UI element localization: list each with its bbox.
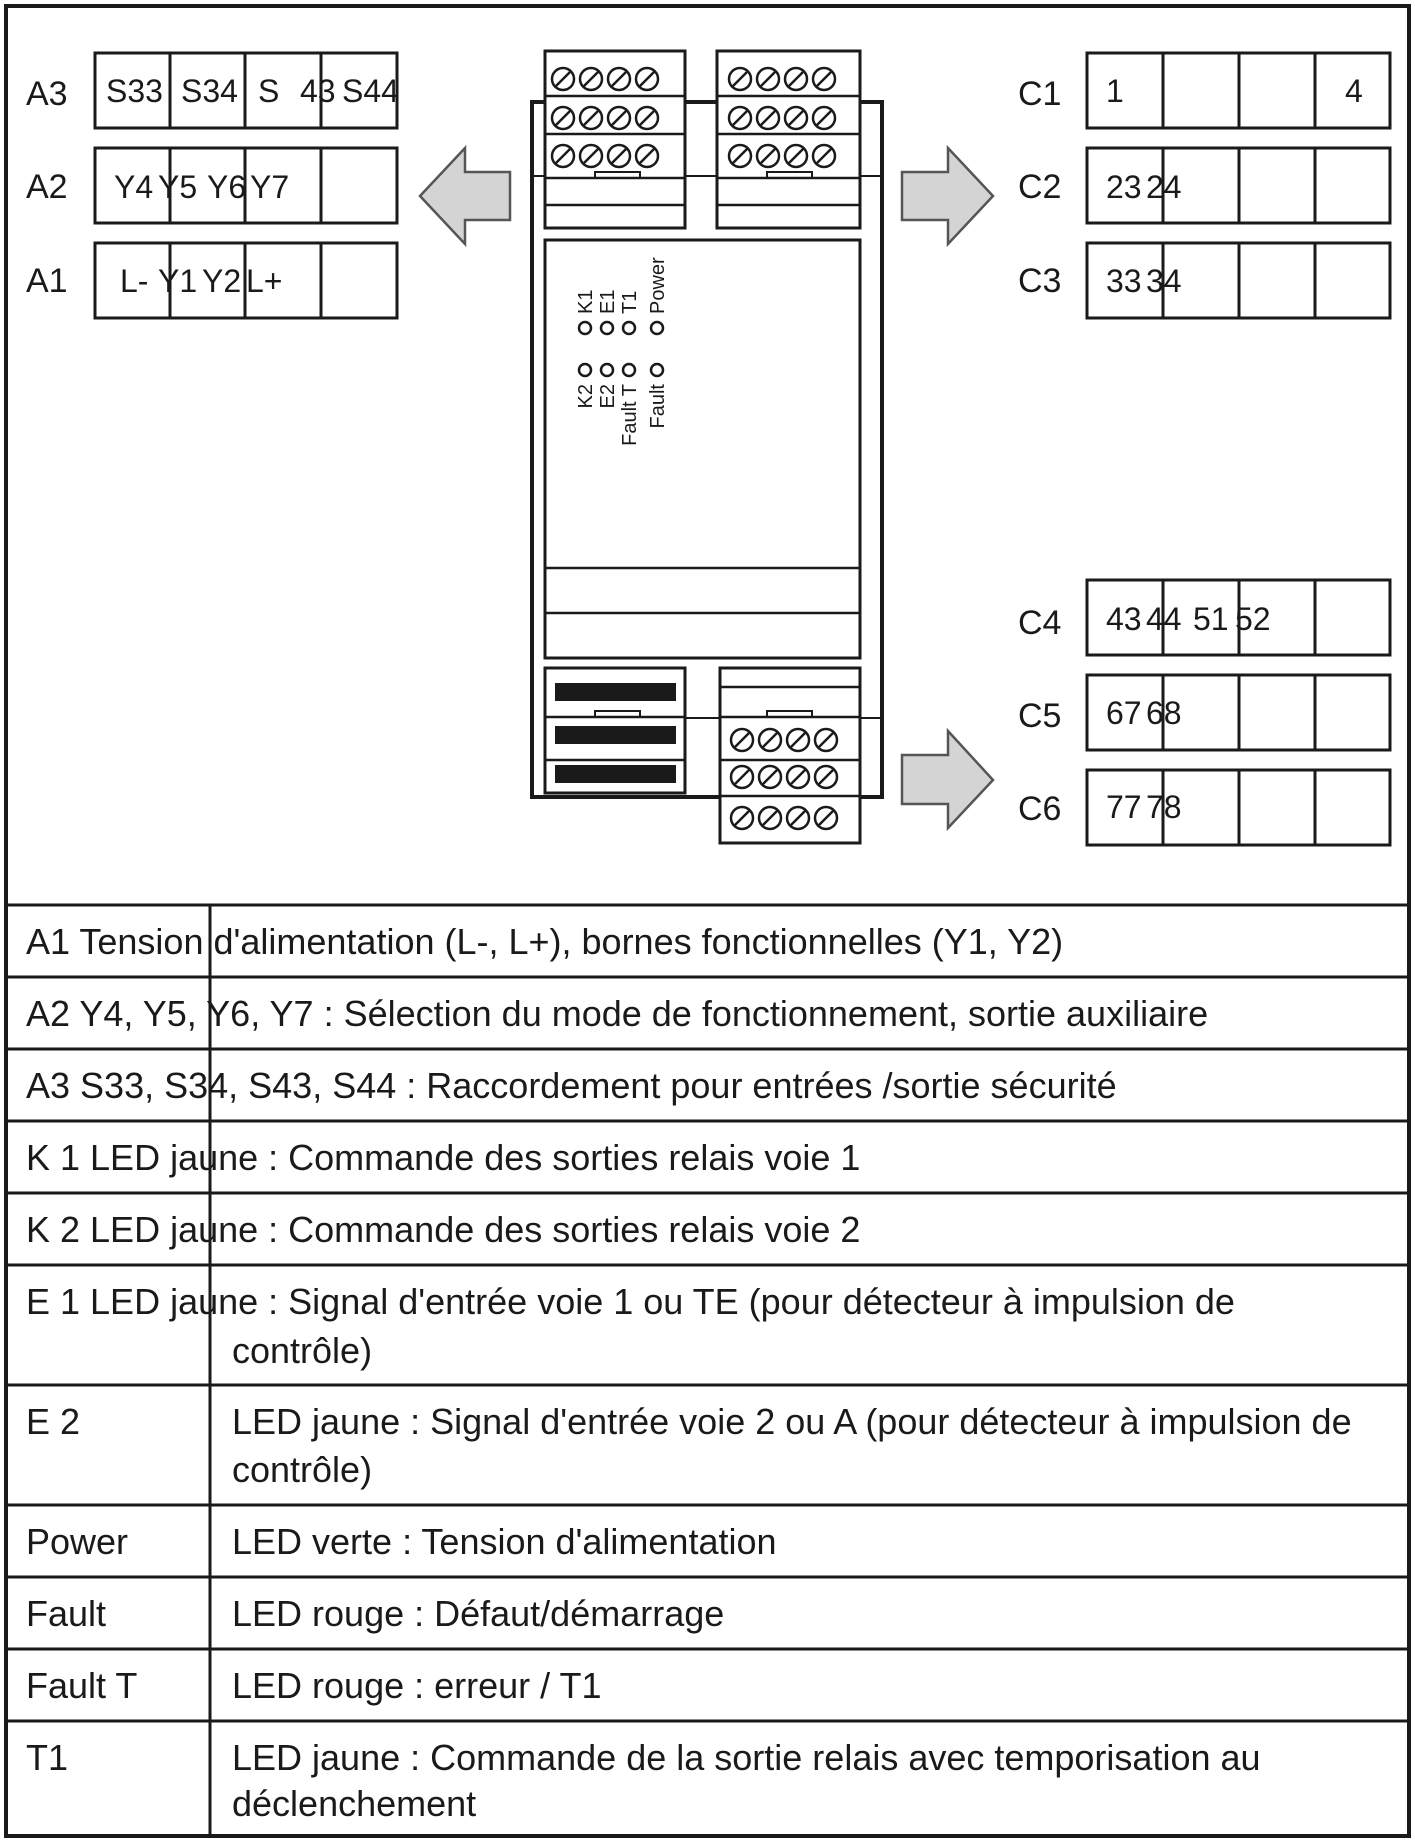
legend-desc-t1: LED jaune : Commande de la sortie relais avec temporisation au (232, 1737, 1261, 1778)
terminal-block-a1 (26, 243, 397, 318)
legend-row-a3: A3 S33, S34, S43, S44 : Raccordement pour entrées /sortie sécurité (26, 1065, 1117, 1106)
legend-desc-e2: LED jaune : Signal d'entrée voie 2 ou A (pour détecteur à impulsion de (232, 1401, 1352, 1442)
terminal-cell: 68 (1146, 695, 1182, 731)
terminal-cell: 78 (1146, 789, 1182, 825)
legend-key-fault-t: Fault T (26, 1665, 138, 1706)
led-label: Fault (647, 384, 669, 429)
terminal-cell: L+ (246, 263, 283, 299)
terminal-cell: S33 (106, 73, 163, 109)
terminal-block-label-a2: A2 (26, 168, 68, 206)
led-fault-icon (651, 364, 663, 376)
led-label: T1 (619, 290, 641, 314)
terminal-block-a3 (26, 53, 399, 128)
led-label: Fault T (619, 384, 641, 446)
terminal-cell: S34 (181, 73, 238, 109)
legend-key-fault: Fault (26, 1593, 107, 1634)
legend-key-e2: E 2 (26, 1401, 81, 1442)
terminal-cell: 1 (1106, 73, 1124, 109)
terminal-cell: 67 (1106, 695, 1142, 731)
terminal-block-c4 (1018, 580, 1390, 655)
terminal-cell: 44 (1146, 601, 1182, 637)
terminal-cell: S (258, 73, 280, 109)
led-k1-icon (579, 322, 591, 334)
terminal-cell: Y7 (250, 169, 290, 205)
terminal-cell: 43 (1106, 601, 1142, 637)
legend-key-power: Power (26, 1521, 129, 1562)
led-label: E1 (597, 289, 619, 314)
led-label: Power (647, 257, 669, 314)
terminal-block-label-a3: A3 (26, 75, 68, 113)
arrow-right-icon (902, 148, 993, 244)
terminal-block-c6 (1018, 770, 1390, 845)
legend-desc-e2-cont: contrôle) (232, 1449, 373, 1490)
legend-desc-fault: LED rouge : Défaut/démarrage (232, 1593, 725, 1634)
terminal-cell: 24 (1146, 169, 1182, 205)
terminal-cell: 52 (1235, 601, 1271, 637)
screw-terminal-block (720, 668, 860, 843)
terminal-cell: 77 (1106, 789, 1142, 825)
terminal-block-label-a1: A1 (26, 262, 68, 300)
terminal-cell: 51 (1193, 601, 1229, 637)
legend-row-a2: A2 Y4, Y5, Y6, Y7 : Sélection du mode de fonctionnement, sortie auxiliaire (26, 993, 1209, 1034)
terminal-block-label-c4: C4 (1018, 604, 1062, 642)
led-k2-icon (579, 364, 591, 376)
legend-desc-fault-t: LED rouge : erreur / T1 (232, 1665, 602, 1706)
legend-table (6, 905, 1409, 1836)
terminal-block-label-c1: C1 (1018, 75, 1062, 113)
terminal-cell: Y5 (158, 169, 198, 205)
screw-terminal-block (717, 51, 860, 228)
legend-key-t1: T1 (26, 1737, 69, 1778)
legend-row-e1-cont: contrôle) (232, 1330, 373, 1371)
legend-row-k1: K 1 LED jaune : Commande des sorties relais voie 1 (26, 1137, 861, 1178)
led-label: K2 (575, 384, 597, 409)
terminal-cell: 33 (1106, 263, 1142, 299)
terminal-cell: L- (120, 263, 149, 299)
relay-module (532, 51, 882, 843)
led-label: K1 (575, 289, 597, 314)
terminal-cell: 43 (300, 73, 336, 109)
terminal-block-c5 (1018, 675, 1390, 750)
terminal-cell: Y6 (207, 169, 247, 205)
legend-desc-power: LED verte : Tension d'alimentation (232, 1521, 777, 1562)
terminal-block-label-c3: C3 (1018, 262, 1062, 300)
led-power-icon (651, 322, 663, 334)
arrow-right-icon (902, 731, 993, 828)
terminal-block-label-c2: C2 (1018, 168, 1062, 206)
terminal-cell: 23 (1106, 169, 1142, 205)
terminal-cell: Y4 (114, 169, 154, 205)
led-e2-icon (601, 364, 613, 376)
terminal-block-c2 (1018, 148, 1390, 223)
terminal-cell: Y2 (202, 263, 242, 299)
terminal-block-label-c6: C6 (1018, 790, 1062, 828)
terminal-cell: 34 (1146, 263, 1182, 299)
legend-row-e1: E 1 LED jaune : Signal d'entrée voie 1 ou TE (pour détecteur à impulsion de (26, 1281, 1235, 1322)
terminal-block-c1 (1018, 53, 1390, 128)
terminal-block-label-c5: C5 (1018, 697, 1062, 735)
terminal-block-c3 (1018, 243, 1390, 318)
led-fault-t-icon (623, 364, 635, 376)
led-indicators (579, 322, 663, 376)
terminal-cell: S44 (342, 73, 399, 109)
legend-desc-t1-cont: déclenchement (232, 1783, 477, 1824)
led-t1-icon (623, 322, 635, 334)
legend-row-a1: A1 Tension d'alimentation (L-, L+), bornes fonctionnelles (Y1, Y2) (26, 921, 1064, 962)
arrow-left-icon (420, 148, 510, 244)
terminal-cell: 4 (1345, 73, 1363, 109)
terminal-cell: Y1 (158, 263, 198, 299)
led-e1-icon (601, 322, 613, 334)
legend-row-k2: K 2 LED jaune : Commande des sorties relais voie 2 (26, 1209, 861, 1250)
terminal-block-a2 (26, 148, 397, 223)
led-label: E2 (597, 384, 619, 409)
